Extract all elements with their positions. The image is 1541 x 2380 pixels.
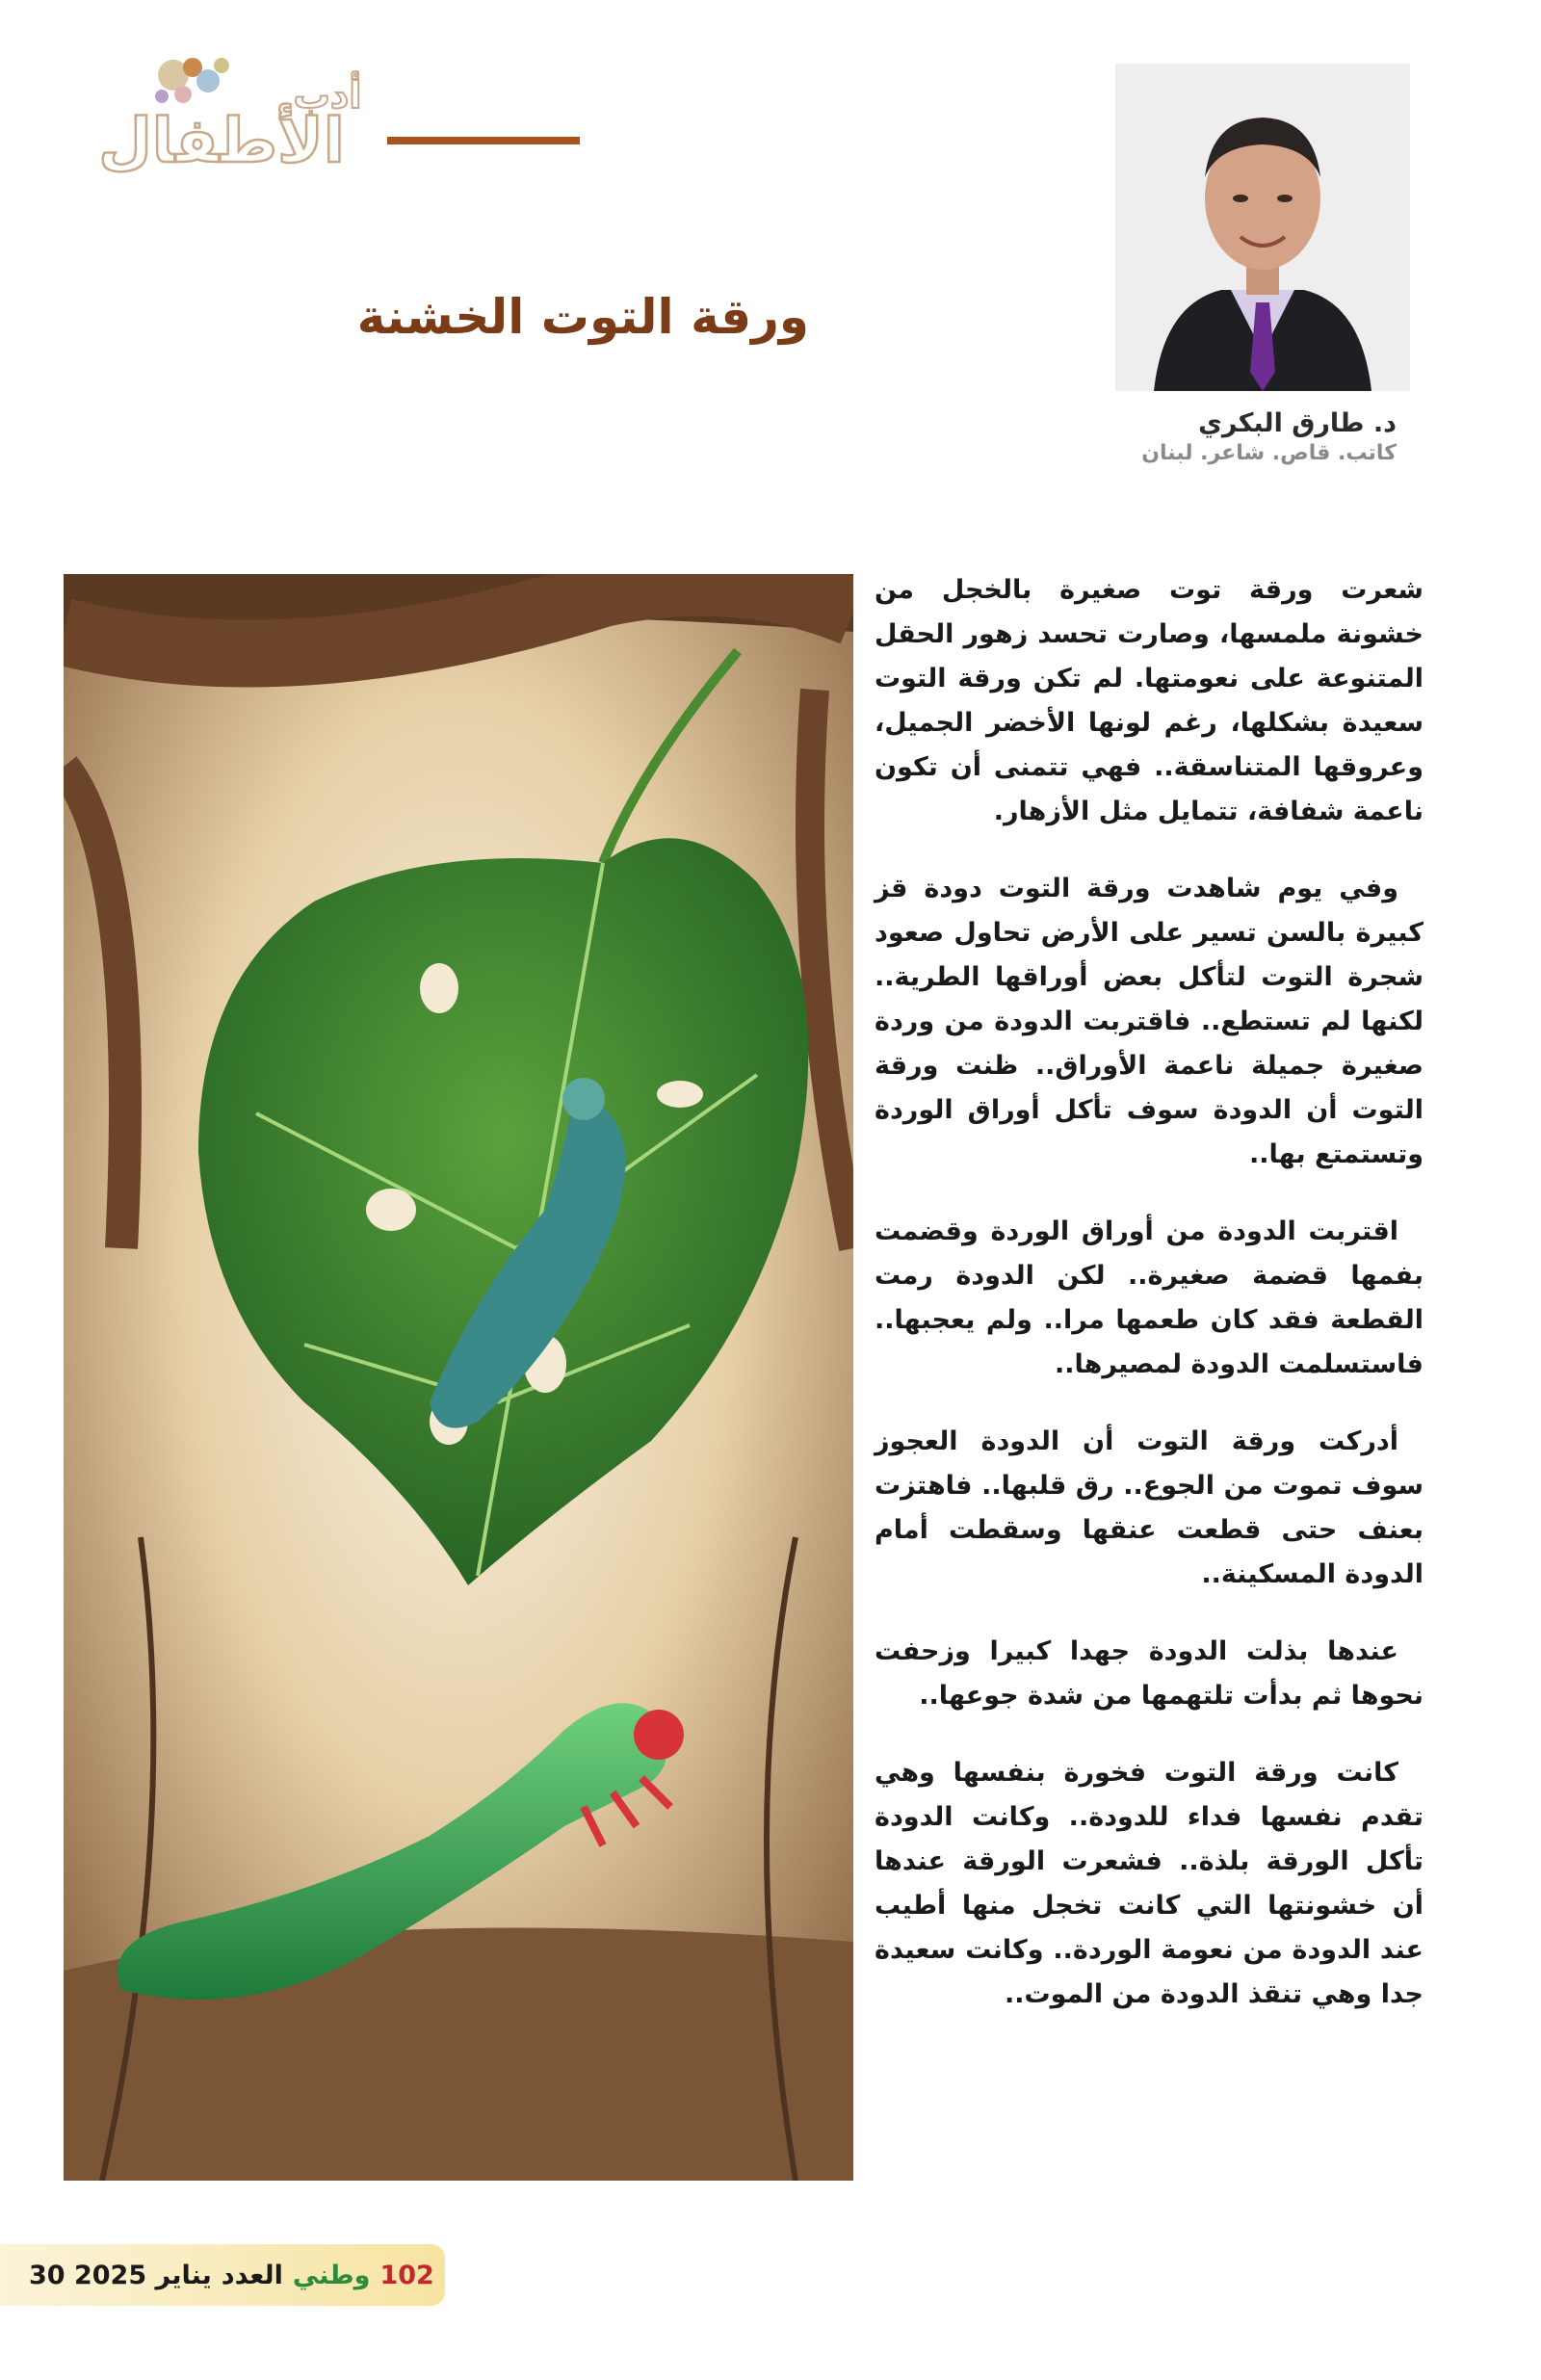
author-name: د. طارق البكري <box>1198 408 1397 438</box>
footer-date: 30 يناير 2025 <box>29 2260 212 2290</box>
page-footer <box>0 2244 445 2306</box>
author-role: كاتب. قاص. شاعر. لبنان <box>1141 441 1397 465</box>
paragraph: اقتربت الدودة من أوراق الوردة وقضمت بفمها قضمة صغيرة.. لكن الدودة رمت القطعة فقد كان طعمها مرا.. ولم يعجبها.. فاستسلمت الدودة لمصيرها.. <box>875 1216 1423 1379</box>
svg-text:أدب: أدب <box>293 74 362 117</box>
paragraph: شعرت ورقة توت صغيرة بالخجل من خشونة ملمسها، وصارت تحسد زهور الحقل المتنوعة على نعومتها. لم تكن ورقة التوت سعيدة بشكلها، رغم لونها الأخضر الجميل، وعروقها المتناسقة.. فهي تتمنى أن تكون ناعمة شفافة، تتمايل مثل الأزهار. <box>875 575 1423 826</box>
article-body <box>875 568 1423 2050</box>
author-photo <box>1115 64 1410 391</box>
svg-text:الأطفال: الأطفال <box>98 106 345 177</box>
author-portrait <box>1115 64 1410 391</box>
paragraph: كانت ورقة التوت فخورة بنفسها وهي تقدم نفسها فداء للدودة.. وكانت الدودة تأكل الورقة بلذة.. فشعرت الورقة عندها أن خشونتها التي كانت تخجل منها أطيب عند الدودة من نعومة الوردة.. وكانت سعيدة جدا وهي تنقذ الدودة من الموت.. <box>875 1758 1423 2009</box>
story-illustration <box>64 574 853 2181</box>
footer-magazine: وطني <box>292 2260 371 2290</box>
article-title: ورقة التوت الخشنة <box>356 289 809 345</box>
paragraph: عندها بذلت الدودة جهدا كبيرا وزحفت نحوها ثم بدأت تلتهمها من شدة جوعها.. <box>875 1636 1423 1711</box>
caterpillar-leaf-illustration <box>64 574 853 2181</box>
footer-issue-label: العدد <box>221 2260 283 2290</box>
section-logo-graphic <box>39 39 597 183</box>
page-number: 102 <box>379 2260 434 2290</box>
paragraph: أدركت ورقة التوت أن الدودة العجوز سوف تموت من الجوع.. رق قلبها.. فاهتزت بعنف حتى قطعت عنقها وسقطت أمام الدودة المسكينة.. <box>875 1426 1423 1589</box>
section-logo <box>39 39 597 183</box>
paragraph: وفي يوم شاهدت ورقة التوت دودة قز كبيرة بالسن تسير على الأرض تحاول صعود شجرة التوت لتأكل بعض أوراقها الطرية.. لكنها لم تستطع.. فاقتربت الدودة من وردة صغيرة جميلة ناعمة الأوراق.. ظنت ورقة التوت أن الدودة سوف تأكل أوراق الوردة وتستمتع بها.. <box>875 874 1423 1169</box>
